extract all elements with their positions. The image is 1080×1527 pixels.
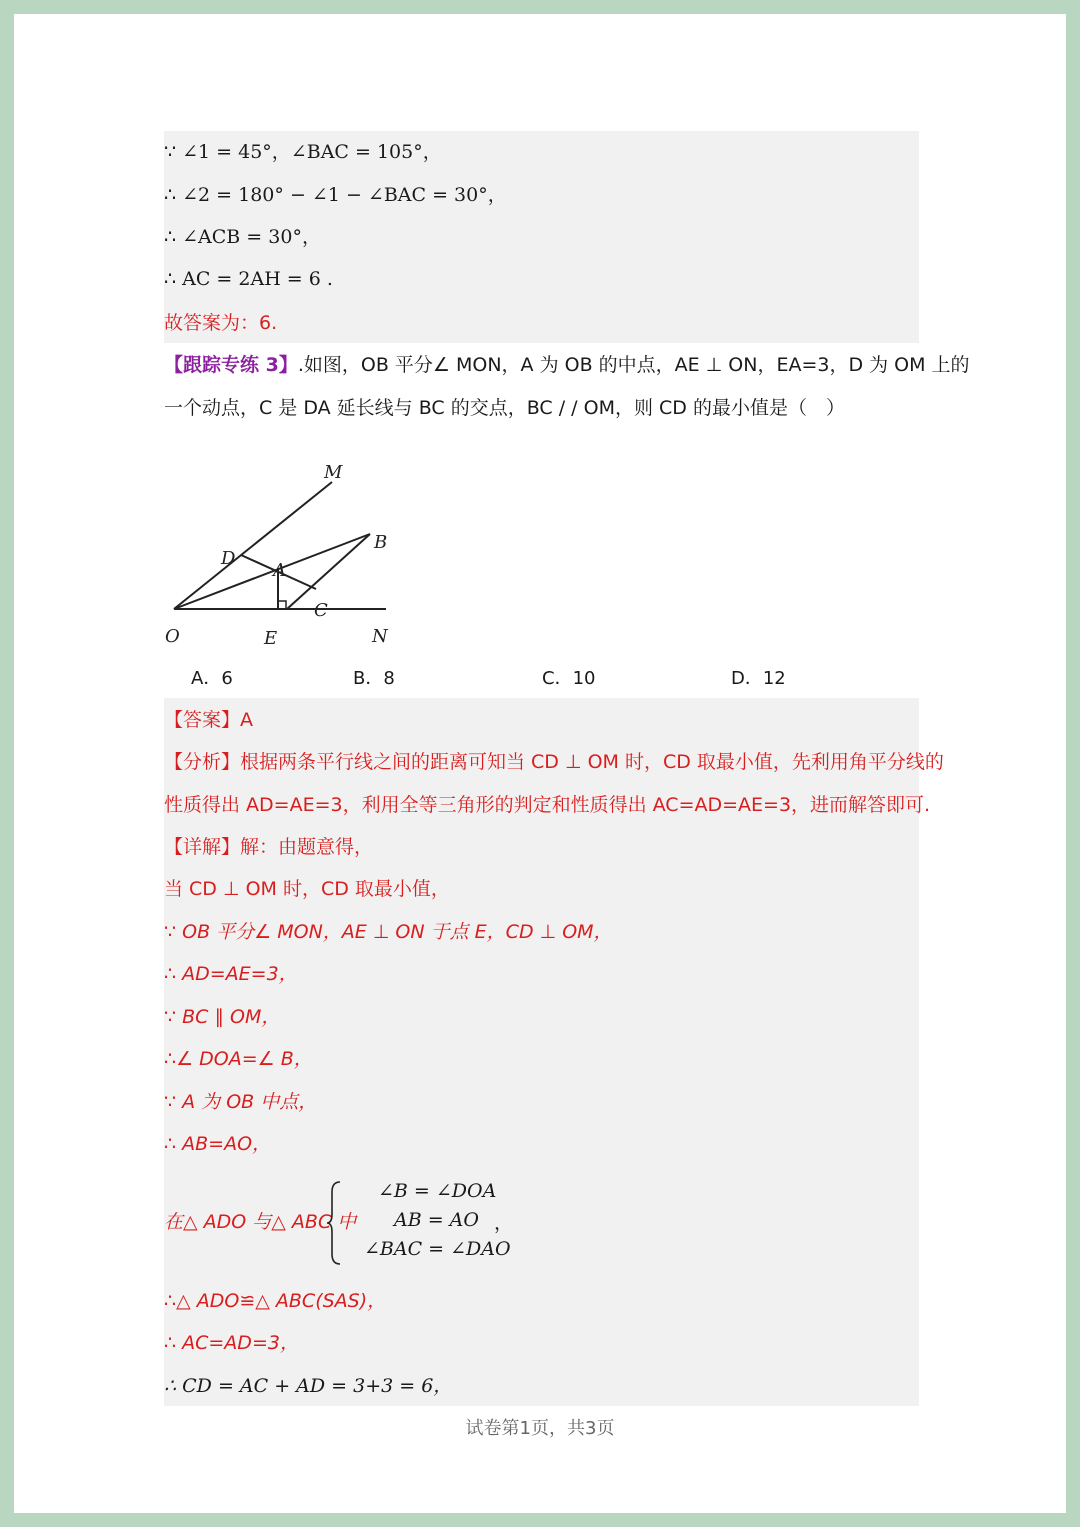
problem-tag: 【跟踪专练 3】	[164, 354, 298, 376]
label-B: B	[374, 532, 388, 553]
page-footer: 试卷第1页，共3页	[465, 1418, 615, 1439]
geometry-figure	[154, 444, 414, 654]
option-c: C．10	[542, 668, 596, 689]
label-A: A	[273, 560, 286, 581]
condition-2: AB = AO	[394, 1209, 479, 1231]
label-N: N	[372, 626, 388, 647]
label-M: M	[324, 462, 343, 483]
detail-line: 当 CD ⊥ OM 时，CD 取最小值，	[164, 878, 450, 900]
condition-3: ∠BAC = ∠DAO	[364, 1238, 511, 1260]
left-brace-icon	[326, 1180, 342, 1266]
detail-line: ∴ AB=AO，	[164, 1133, 272, 1155]
answer-label: 【答案】A	[164, 709, 253, 731]
option-d: D．12	[731, 668, 786, 689]
detail-line: ∵ A 为 OB 中点，	[164, 1091, 318, 1113]
label-E: E	[264, 628, 278, 649]
analysis-line: 性质得出 AD=AE=3，利用全等三角形的判定和性质得出 AC=AD=AE=3，进而解答即可.	[164, 794, 931, 816]
solution-line: ∴ ∠ACB = 30°，	[164, 226, 321, 248]
detail-line: ∴ CD = AC + AD = 3+3 = 6，	[164, 1375, 453, 1397]
label-C: C	[314, 600, 328, 621]
condition-prefix: 在△ ADO 与△ ABC 中	[164, 1211, 357, 1233]
label-O: O	[165, 626, 180, 647]
detail-label: 【详解】解：由题意得，	[164, 836, 374, 858]
problem-text: .如图，OB 平分∠ MON，A 为 OB 的中点，AE ⊥ ON，EA=3，D 为 OM 上的	[297, 354, 970, 376]
answer-line: 故答案为：6.	[164, 312, 278, 334]
right-angle-mark	[278, 601, 286, 609]
option-b: B．8	[353, 668, 395, 689]
problem-line-1	[164, 352, 970, 378]
segment-BC	[287, 534, 370, 609]
detail-line: ∴ AD=AE=3，	[164, 963, 298, 985]
detail-line: ∴ AC=AD=3，	[164, 1332, 299, 1354]
analysis-line: 【分析】根据两条平行线之间的距离可知当 CD ⊥ OM 时，CD 取最小值，先利用角平分线的	[164, 751, 944, 773]
detail-line: ∵ BC ∥ OM，	[164, 1006, 281, 1028]
solution-line: ∴ ∠2 = 180° − ∠1 − ∠BAC = 30°，	[164, 184, 507, 206]
detail-line: ∴△ ADO≌△ ABC(SAS)，	[164, 1290, 387, 1312]
option-a: A．6	[191, 668, 233, 689]
detail-line: ∴∠ DOA=∠ B，	[164, 1048, 313, 1070]
segment-OB	[174, 534, 370, 609]
detail-line: ∵ OB 平分∠ MON，AE ⊥ ON 于点 E，CD ⊥ OM，	[164, 921, 613, 943]
condition-1: ∠B = ∠DOA	[378, 1180, 497, 1202]
solution-line: ∵ ∠1 = 45°，∠BAC = 105°，	[164, 141, 442, 163]
exam-page	[14, 14, 1066, 1513]
solution-line: ∴ AC = 2AH = 6 .	[164, 268, 333, 290]
condition-suffix: ，	[494, 1212, 514, 1234]
label-D: D	[221, 548, 236, 569]
problem-line-2: 一个动点，C 是 DA 延长线与 BC 的交点，BC / / OM，则 CD 的最小值是（ ）	[164, 397, 845, 419]
